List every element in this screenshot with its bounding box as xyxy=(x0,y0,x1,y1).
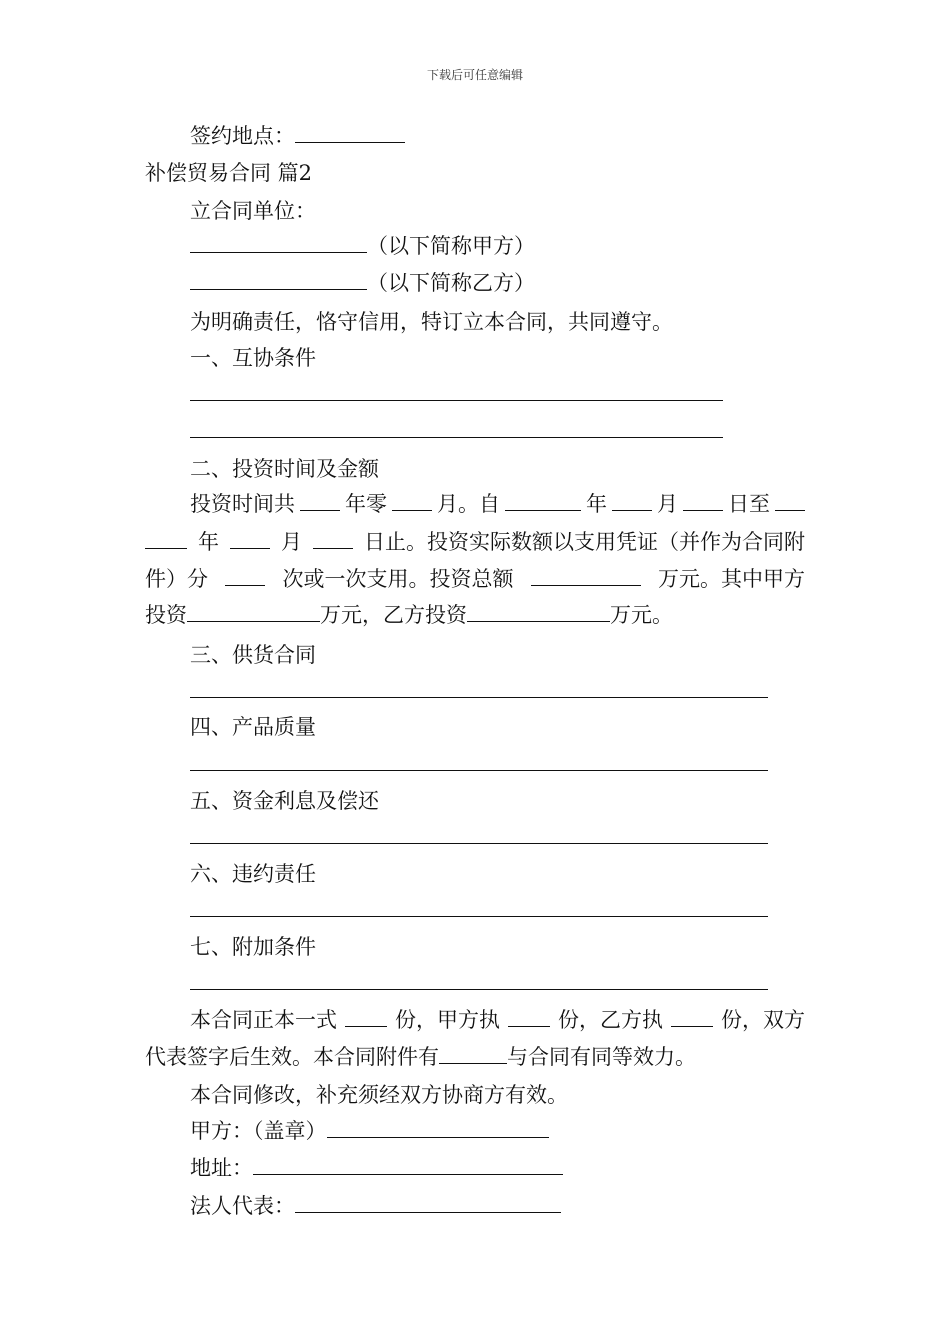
copies-party-a-blank xyxy=(508,1006,550,1027)
section-1-heading: 一、互协条件 xyxy=(190,346,316,370)
section-1-rule-2 xyxy=(190,437,723,438)
amend-clause: 本合同修改，补充须经双方协商方有效。 xyxy=(190,1083,568,1107)
invest-line-3 xyxy=(145,565,805,593)
legal-rep-blank xyxy=(295,1192,561,1213)
section-6-rule xyxy=(190,916,768,917)
invest-text-11: 次或一次支用。投资总额 xyxy=(282,567,514,591)
invest-text-5: 月 xyxy=(657,492,678,516)
invest-text-8: 月 xyxy=(281,530,302,554)
invest-line-4 xyxy=(145,601,673,629)
copies-text-3: 份，乙方执 xyxy=(558,1008,663,1032)
start-month-blank xyxy=(612,490,652,511)
party-a-blank xyxy=(190,232,367,253)
copies-text-1: 本合同正本一式 xyxy=(190,1008,337,1032)
contract-title: 补偿贸易合同 篇2 xyxy=(145,161,313,185)
preamble: 为明确责任，恪守信用，特订立本合同，共同遵守。 xyxy=(190,310,673,334)
start-day-blank xyxy=(683,490,723,511)
party-a-seal-line xyxy=(190,1117,549,1145)
party-b-invest-blank xyxy=(467,601,610,622)
section-3-rule xyxy=(190,697,768,698)
years-blank xyxy=(300,490,340,511)
invest-line-2 xyxy=(145,528,805,556)
party-b-line xyxy=(190,269,535,297)
address-label: 地址： xyxy=(190,1156,253,1180)
installments-blank xyxy=(225,565,265,586)
end-month-blank xyxy=(230,528,270,549)
copies-text-6: 与合同有同等效力。 xyxy=(507,1045,696,1069)
address-blank xyxy=(253,1154,563,1175)
units-label: 立合同单位： xyxy=(190,199,316,223)
invest-text-4: 年 xyxy=(586,492,607,516)
section-4-heading: 四、产品质量 xyxy=(190,715,316,739)
sign-place-label: 签约地点： xyxy=(190,124,295,148)
end-day-blank xyxy=(313,528,353,549)
invest-text-14: 万元，乙方投资 xyxy=(320,603,467,627)
sign-place-blank xyxy=(295,122,405,143)
invest-text-1: 投资时间共 xyxy=(190,492,295,516)
party-a-line xyxy=(190,232,535,260)
invest-text-3: 月。自 xyxy=(437,492,500,516)
end-year-blank-a xyxy=(775,490,805,511)
invest-text-15: 万元。 xyxy=(610,603,673,627)
section-3-heading: 三、供货合同 xyxy=(190,643,316,667)
invest-text-9: 日止。投资实际数额以支用凭证（并作为合同附 xyxy=(364,530,805,554)
legal-rep-label: 法人代表： xyxy=(190,1194,295,1218)
party-b-note: （以下简称乙方） xyxy=(367,271,535,295)
section-5-heading: 五、资金利息及偿还 xyxy=(190,789,379,813)
invest-text-6: 日至 xyxy=(728,492,770,516)
copies-text-5: 代表签字后生效。本合同附件有 xyxy=(145,1045,439,1069)
start-year-blank xyxy=(505,490,581,511)
end-year-blank-b xyxy=(145,528,187,549)
invest-text-7: 年 xyxy=(198,530,219,554)
copies-text-2: 份，甲方执 xyxy=(395,1008,500,1032)
section-6-heading: 六、违约责任 xyxy=(190,862,316,886)
total-amount-blank xyxy=(531,565,641,586)
invest-text-13: 投资 xyxy=(145,603,187,627)
legal-rep-line xyxy=(190,1192,561,1220)
section-7-heading: 七、附加条件 xyxy=(190,935,316,959)
address-line xyxy=(190,1154,563,1182)
copies-line-2 xyxy=(145,1043,696,1071)
attachments-blank xyxy=(439,1043,507,1064)
party-a-seal-blank xyxy=(327,1117,549,1138)
party-a-note: （以下简称甲方） xyxy=(367,234,535,258)
copies-total-blank xyxy=(345,1006,387,1027)
section-1-rule-1 xyxy=(190,400,723,401)
copies-text-4: 份，双方 xyxy=(721,1008,805,1032)
section-2-heading: 二、投资时间及金额 xyxy=(190,457,379,481)
party-b-blank xyxy=(190,269,367,290)
invest-text-10: 件）分 xyxy=(145,567,208,591)
section-7-rule xyxy=(190,989,768,990)
copies-party-b-blank xyxy=(671,1006,713,1027)
party-a-invest-blank xyxy=(187,601,320,622)
invest-line-1 xyxy=(190,490,805,518)
section-5-rule xyxy=(190,843,768,844)
months-blank xyxy=(392,490,432,511)
party-a-seal-label: 甲方：（盖章） xyxy=(190,1119,327,1143)
section-4-rule xyxy=(190,770,768,771)
invest-text-2: 年零 xyxy=(345,492,387,516)
sign-place-line xyxy=(190,122,405,150)
invest-text-12: 万元。其中甲方 xyxy=(658,567,805,591)
page-header: 下载后可任意编辑 xyxy=(426,68,523,82)
copies-line-1 xyxy=(190,1006,805,1034)
